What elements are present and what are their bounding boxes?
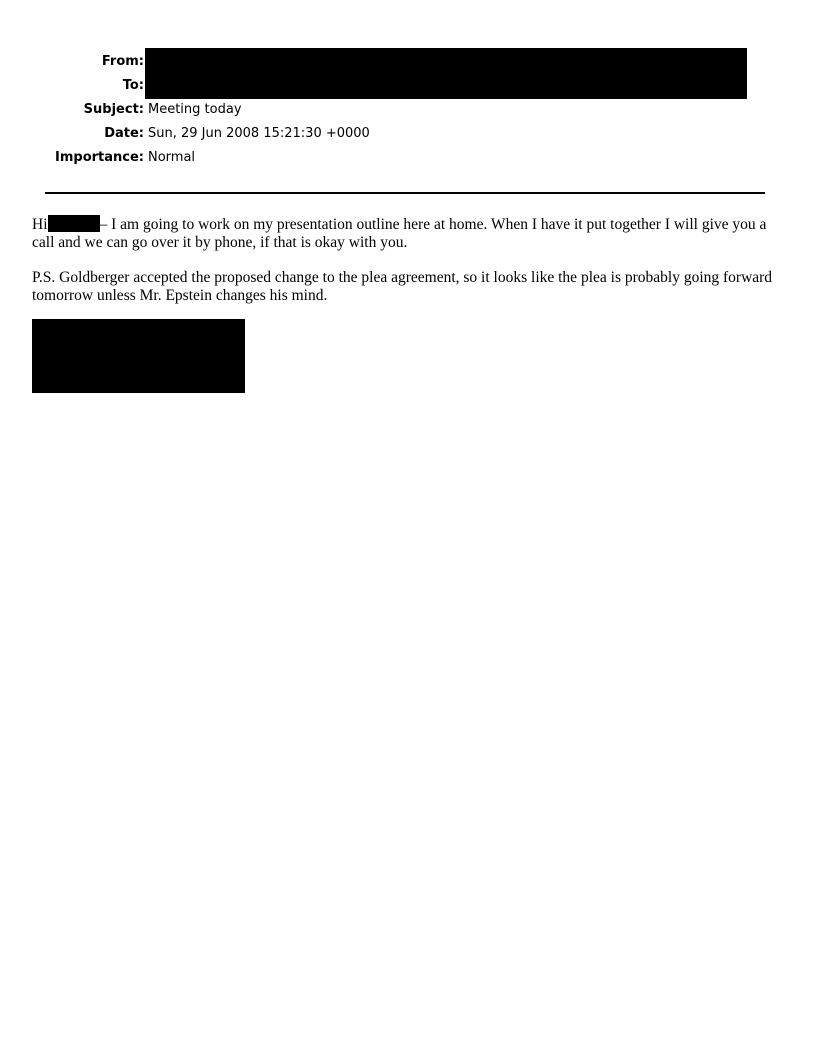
paragraph-1-text: – I am going to work on my presentation outline here at home. When I have it put together I will give you a call and we can go over it by phone, if that is okay with you. (32, 216, 767, 251)
date-value: Sun, 29 Jun 2008 15:21:30 +0000 (148, 126, 370, 141)
subject-value: Meeting today (148, 102, 242, 117)
to-label: To: (122, 78, 144, 93)
importance-label: Importance: (55, 150, 144, 165)
importance-value: Normal (148, 150, 196, 165)
body-paragraph-1 (32, 215, 782, 252)
body-paragraph-2 (32, 269, 782, 305)
from-label: From: (101, 54, 144, 69)
header-divider (45, 192, 765, 194)
greeting-text: Hi (32, 216, 48, 233)
from-to-redaction (145, 48, 747, 99)
recipient-name-redaction (48, 215, 100, 232)
paragraph-2-text: P.S. Goldberger accepted the proposed change to the plea agreement, so it looks like the plea is probably going forward tomorrow unless Mr. Epstein changes his mind. (32, 269, 773, 304)
signature-redaction (32, 319, 245, 393)
subject-label: Subject: (83, 102, 144, 117)
date-label: Date: (104, 126, 144, 141)
